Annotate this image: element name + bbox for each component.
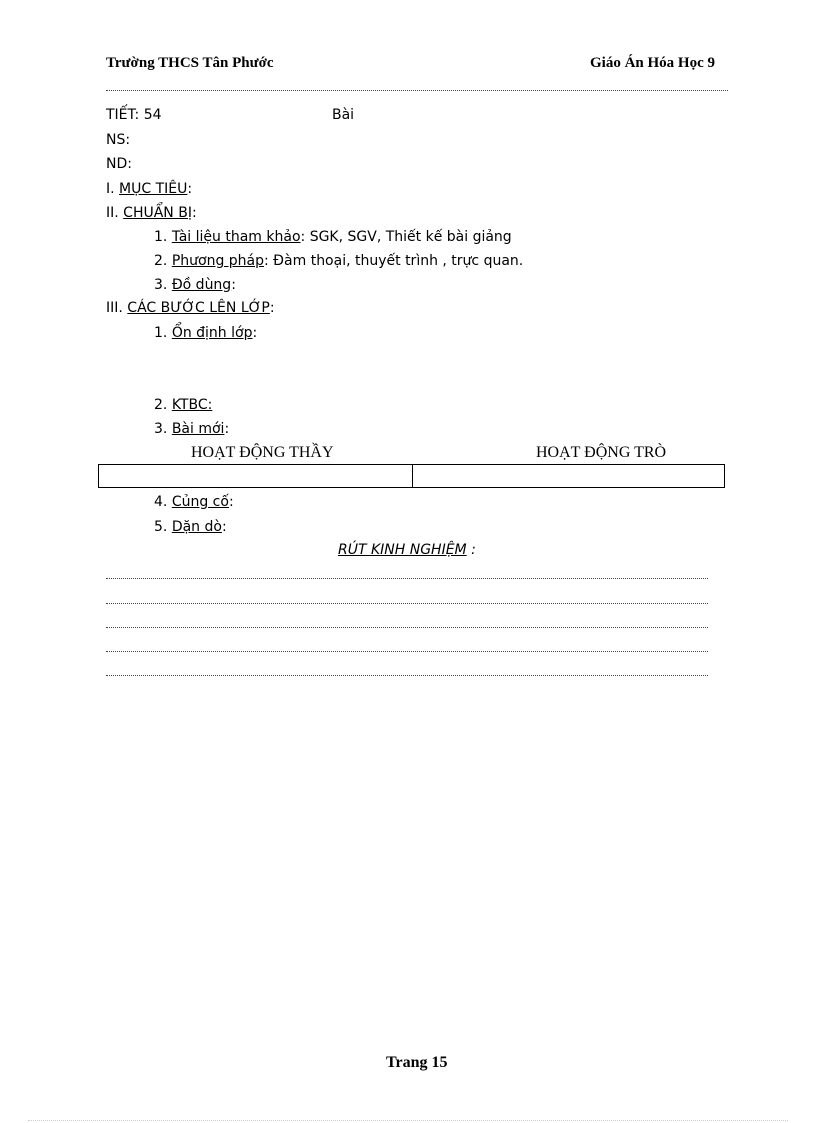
prep-item-materials	[154, 277, 236, 293]
section-title: MỤC TIÊU	[119, 181, 188, 197]
item-number: 3.	[154, 277, 168, 293]
section-numeral: II.	[106, 205, 119, 221]
section-steps	[106, 300, 275, 316]
item-value: :	[252, 325, 258, 341]
item-value: :	[221, 519, 227, 535]
activity-table	[98, 464, 725, 488]
section-title: CÁC BƯỚC LÊN LỚP	[127, 300, 270, 316]
page-edge-rule	[28, 1120, 788, 1121]
notes-line	[106, 675, 708, 676]
notes-line	[106, 627, 708, 628]
section-preparation	[106, 205, 197, 221]
step-class-stabilize	[154, 325, 257, 341]
item-number: 5.	[154, 519, 168, 535]
tiet-label: TIẾT:	[106, 107, 140, 123]
ns-label: NS:	[106, 132, 131, 148]
item-number: 1.	[154, 229, 168, 245]
bai-label: Bài	[332, 107, 355, 123]
school-name: Trường THCS Tân Phước	[106, 55, 274, 71]
experience-heading	[338, 542, 476, 558]
header-divider	[106, 90, 728, 91]
section-numeral: I.	[106, 181, 115, 197]
item-label: Tài liệu tham khảo	[171, 229, 301, 245]
section-numeral: III.	[106, 300, 123, 316]
teacher-activity-header: HOẠT ĐỘNG THẦY	[191, 444, 334, 461]
prep-item-references	[154, 229, 512, 245]
section-colon: :	[191, 205, 197, 221]
teacher-activity-cell	[99, 465, 413, 487]
section-objectives	[106, 181, 192, 197]
page-number: Trang 15	[386, 1054, 448, 1071]
item-value: :	[228, 494, 234, 510]
experience-colon: :	[471, 542, 476, 558]
section-title: CHUẨN BỊ	[123, 205, 192, 221]
item-label: Bài mới	[171, 421, 225, 437]
item-value: : Đàm thoại, thuyết trình , trực quan.	[264, 253, 524, 269]
item-label: Đồ dùng	[171, 277, 232, 293]
prep-item-method	[154, 253, 523, 269]
item-label: Ổn định lớp	[171, 325, 253, 341]
item-value: :	[231, 277, 236, 293]
item-number: 4.	[154, 494, 168, 510]
section-colon: :	[269, 300, 275, 316]
item-label: Dặn dò	[171, 519, 222, 535]
item-number: 2.	[154, 253, 168, 269]
item-value: : SGK, SGV, Thiết kế bài giảng	[300, 229, 512, 245]
student-activity-cell	[413, 465, 724, 487]
step-old-lesson-check	[154, 397, 212, 413]
notes-line	[106, 603, 708, 604]
section-colon: :	[187, 181, 193, 197]
tiet-number: 54	[143, 107, 162, 123]
tiet-line	[106, 107, 162, 123]
notes-line	[106, 578, 708, 579]
item-number: 3.	[154, 421, 168, 437]
item-number: 2.	[154, 397, 168, 413]
student-activity-header: HOẠT ĐỘNG TRÒ	[536, 444, 667, 461]
item-label: KTBC:	[171, 397, 213, 413]
step-consolidation	[154, 494, 234, 510]
item-value: :	[224, 421, 230, 437]
notes-line	[106, 651, 708, 652]
nd-label: ND:	[106, 156, 132, 172]
experience-title: RÚT KINH NGHIỆM	[338, 542, 467, 558]
item-number: 1.	[154, 325, 168, 341]
item-label: Phương pháp	[171, 253, 265, 269]
step-homework	[154, 519, 227, 535]
subject-title: Giáo Án Hóa Học 9	[590, 55, 716, 71]
item-label: Củng cố	[171, 494, 229, 510]
step-new-lesson	[154, 421, 229, 437]
